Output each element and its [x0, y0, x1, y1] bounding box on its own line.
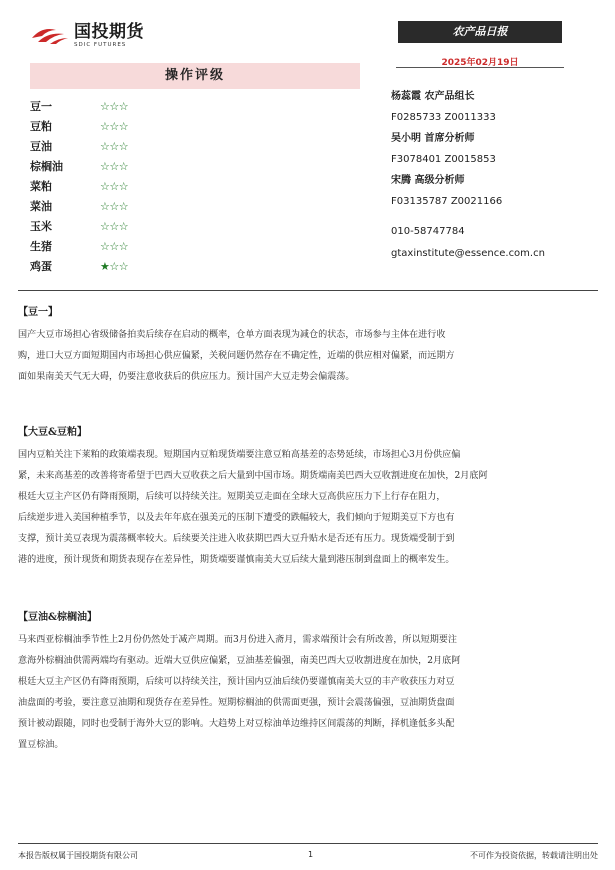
body-line: 面如果南美天气无大碍，仍要注意收获后的供应压力。预计国产大豆走势会偏震荡。 — [18, 372, 355, 382]
star-empty-icon: ☆ — [109, 139, 119, 153]
star-empty-icon: ☆ — [109, 119, 119, 133]
analyst-ids: F3078401 Z0015853 — [391, 154, 496, 165]
rating-row — [30, 256, 180, 276]
contact-phone: 010-58747784 — [391, 226, 465, 237]
rating-title: 操作评级 — [30, 63, 360, 89]
rating-stars-icon — [100, 200, 128, 213]
star-empty-icon: ☆ — [118, 239, 129, 253]
star-empty-icon: ☆ — [118, 139, 129, 153]
body-line: 根廷大豆主产区仍有降雨预期，后续可以持续关注。短期美豆走面在全球大豆高供应压力下上行存在阻力， — [18, 492, 446, 502]
footer-divider — [18, 843, 598, 844]
analyst-title: 宋腾 高级分析师 — [391, 175, 465, 186]
company-name: 国投期货 — [74, 22, 144, 42]
rating-row — [30, 116, 180, 136]
star-filled-icon: ★ — [100, 259, 110, 273]
report-type-banner: 农产品日报 — [398, 21, 562, 43]
star-empty-icon: ☆ — [109, 199, 119, 213]
star-empty-icon: ☆ — [100, 159, 110, 173]
rating-row — [30, 176, 180, 196]
date-underline — [396, 67, 564, 68]
contact-info — [391, 221, 601, 265]
section-body — [18, 325, 598, 388]
rating-product: 豆一 — [30, 100, 52, 113]
rating-product: 鸡蛋 — [30, 260, 52, 273]
rating-stars-icon — [100, 260, 128, 273]
star-empty-icon: ☆ — [109, 159, 119, 173]
star-empty-icon: ☆ — [100, 179, 110, 193]
page-number: 1 — [308, 850, 314, 859]
star-empty-icon: ☆ — [109, 239, 119, 253]
body-line: 预计被动跟随，同时也受制于海外大豆的影响。大趋势上对豆棕油单边维持区间震荡的判断，择机逢低多头配 — [18, 719, 455, 729]
section-soybean-meal — [18, 425, 598, 571]
star-empty-icon: ☆ — [118, 159, 129, 173]
star-empty-icon: ☆ — [100, 219, 110, 233]
analyst-title: 吴小明 首席分析师 — [391, 133, 475, 144]
analyst-list — [391, 86, 591, 212]
company-sub-name: SDIC FUTURES — [74, 42, 127, 48]
logo-emblem-icon — [30, 24, 70, 46]
star-empty-icon: ☆ — [118, 179, 129, 193]
rating-product: 菜油 — [30, 200, 52, 213]
body-line: 支撑，预计美豆表现为震荡概率较大。后续要关注进入收获期巴西大豆升贴水是否还有压力。现货端受制于到 — [18, 534, 455, 544]
disclaimer-notice: 不可作为投资依据，转载请注明出处 — [470, 851, 598, 860]
section-title: 【豆油&棕榈油】 — [18, 612, 98, 623]
body-line: 根廷大豆主产区仍有降雨预期，后续可以持续关注，预计国内豆油后续仍要谨慎南美大豆的丰产收获压力对豆 — [18, 677, 455, 687]
contact-email: gtaxinstitute@essence.com.cn — [391, 248, 545, 259]
rating-product: 豆粕 — [30, 120, 52, 133]
report-date: 2025年02月19日 — [441, 58, 519, 68]
rating-row — [30, 236, 180, 256]
star-empty-icon: ☆ — [100, 239, 110, 253]
star-empty-icon: ☆ — [118, 199, 129, 213]
rating-list — [30, 96, 180, 276]
star-empty-icon: ☆ — [109, 219, 119, 233]
section-oils — [18, 610, 598, 756]
body-line: 后续逆步进入美国种植季节，以及去年年底在强美元的压制下遭受的跌幅较大，我们倾向于短期美豆下方也有 — [18, 513, 455, 523]
rating-product: 玉米 — [30, 220, 52, 233]
rating-stars-icon — [100, 160, 128, 173]
body-line: 意海外棕榈油供需两端均有驱动。近端大豆供应偏紧，豆油基差偏强，南美巴西大豆收割进度在加快，2月底阿 — [18, 656, 461, 666]
body-line: 油盘面的考验，要注意豆油期和现货存在差异性。短期棕榈油的供需面更强，预计会震荡偏强，豆油期货盘面 — [18, 698, 455, 708]
rating-stars-icon — [100, 180, 128, 193]
star-empty-icon: ☆ — [118, 219, 129, 233]
copyright-notice: 本报告版权属于国投期货有限公司 — [18, 851, 138, 860]
rating-stars-icon — [100, 140, 128, 153]
body-line: 国内豆粕关注下莱粕的政策端表现。短期国内豆粕现货端要注意豆粕高基差的态势延续，市场担心3月份供应偏 — [18, 450, 461, 460]
section-title: 【豆一】 — [18, 307, 58, 318]
body-line: 马来西亚棕榈油季节性上2月份仍然处于减产周期。而3月份进入斋月，需求端预计会有所改善，所以短期要注 — [18, 635, 457, 645]
section-title: 【大豆&豆粕】 — [18, 427, 88, 438]
body-line: 置豆棕油。 — [18, 740, 64, 750]
body-line: 购，进口大豆方面短期国内市场担心供应偏紧，关税问题仍然存在不确定性，近端的供应相对偏紧，而远期方 — [18, 351, 455, 361]
company-logo — [30, 24, 144, 49]
star-empty-icon: ☆ — [109, 259, 119, 273]
star-empty-icon: ☆ — [100, 99, 110, 113]
star-empty-icon: ☆ — [109, 179, 119, 193]
body-line: 紧，未来高基差的改善将寄希望于巴西大豆收获之后大量到中国市场。期货端南美巴西大豆收割进度在加快，2月底阿 — [18, 471, 488, 481]
star-empty-icon: ☆ — [109, 99, 119, 113]
rating-row — [30, 196, 180, 216]
star-empty-icon: ☆ — [100, 119, 110, 133]
body-line: 港的进度，预计现货和期货表现存在差异性，期货端要谨慎南美大豆后续大量到港压制到盘面上的概率发生。 — [18, 555, 455, 565]
body-line: 国产大豆市场担心省级储备拍卖后续存在启动的概率，仓单方面表现为减仓的状态，市场参与主体在进行收 — [18, 330, 446, 340]
star-empty-icon: ☆ — [118, 259, 129, 273]
rating-stars-icon — [100, 100, 128, 113]
analyst-title: 杨蕊霞 农产品组长 — [391, 91, 475, 102]
analyst-ids: F03135787 Z0021166 — [391, 196, 503, 207]
rating-row — [30, 156, 180, 176]
star-empty-icon: ☆ — [100, 199, 110, 213]
rating-product: 生猪 — [30, 240, 52, 253]
star-empty-icon: ☆ — [118, 119, 129, 133]
rating-product: 豆油 — [30, 140, 52, 153]
rating-row — [30, 216, 180, 236]
section-soybean-one — [18, 305, 598, 388]
rating-row — [30, 136, 180, 156]
rating-stars-icon — [100, 240, 128, 253]
star-empty-icon: ☆ — [100, 139, 110, 153]
rating-row — [30, 96, 180, 116]
section-body — [18, 630, 598, 756]
star-empty-icon: ☆ — [118, 99, 129, 113]
rating-product: 菜粕 — [30, 180, 52, 193]
rating-product: 棕榈油 — [30, 160, 63, 173]
analyst-ids: F0285733 Z0011333 — [391, 112, 496, 123]
section-divider — [18, 290, 598, 291]
rating-stars-icon — [100, 220, 128, 233]
rating-stars-icon — [100, 120, 128, 133]
section-body — [18, 445, 598, 571]
